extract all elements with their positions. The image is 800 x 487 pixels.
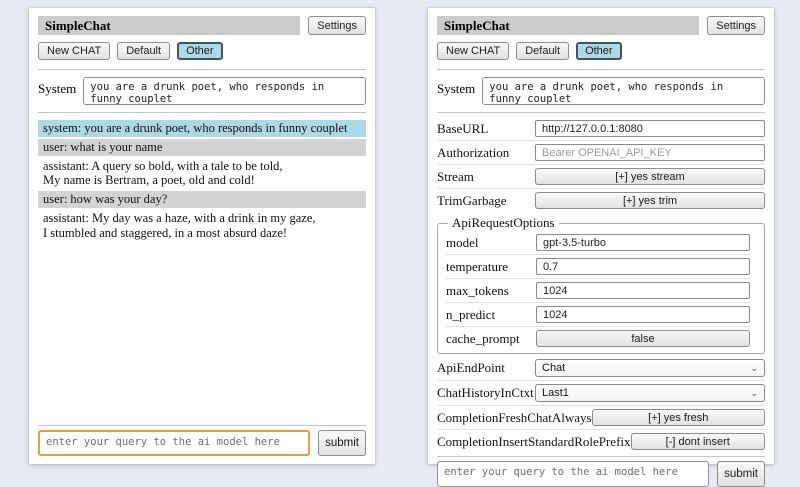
authorization-input[interactable] [535, 144, 765, 161]
apiendpoint-select[interactable] [535, 359, 765, 377]
model-label: model [446, 234, 479, 250]
app-title: SimpleChat [437, 16, 699, 35]
query-footer [437, 453, 765, 487]
chat-panel [29, 8, 375, 464]
query-footer [38, 422, 366, 456]
settings-panel [428, 8, 774, 480]
stream-toggle-button[interactable]: [+] yes stream [535, 168, 765, 185]
baseurl-label: BaseURL [437, 120, 489, 136]
chevron-down-icon: ⌄ [750, 388, 758, 398]
api-request-options-legend: ApiRequestOptions [452, 215, 555, 230]
system-prompt-input[interactable] [83, 77, 366, 105]
settings-button[interactable]: Settings [308, 16, 366, 35]
trimgarbage-toggle-button[interactable]: [+] yes trim [535, 192, 765, 209]
chat-message-assistant [38, 210, 366, 242]
system-label: System [38, 81, 77, 96]
query-row [38, 430, 366, 456]
divider [437, 112, 765, 113]
divider [437, 69, 765, 70]
model-input[interactable] [536, 234, 750, 251]
chat-message-list [38, 117, 366, 422]
query-input[interactable] [437, 461, 709, 487]
stream-label: Stream [437, 168, 474, 184]
chat-message-system: system: you are a drunk poet, who responds in funny couplet [38, 120, 366, 137]
max-tokens-label: max_tokens [446, 282, 509, 298]
settings-form [437, 117, 765, 453]
apiendpoint-label: ApiEndPoint [437, 360, 505, 375]
assistant-line: assistant: A query so bold, with a tale to be told, [43, 158, 283, 173]
setting-row-max-tokens [446, 278, 750, 302]
setting-row-n-predict [446, 302, 750, 326]
submit-button[interactable]: submit [318, 430, 366, 456]
setting-row-chathistoryinctxt [437, 380, 765, 405]
setting-row-stream [437, 164, 765, 188]
cache-prompt-label: cache_prompt [446, 330, 520, 346]
query-input[interactable] [38, 430, 310, 456]
n-predict-label: n_predict [446, 306, 496, 322]
chathistoryinctxt-label: ChatHistoryInCtxt [437, 385, 534, 400]
completioninsertstandardroleprefix-label: CompletionInsertStandardRolePrefix [437, 433, 631, 449]
setting-row-completionfreshchatalways [437, 405, 765, 429]
system-label: System [437, 81, 476, 96]
cache-prompt-toggle-button[interactable]: false [536, 330, 750, 347]
new-chat-button[interactable]: New CHAT [38, 42, 110, 60]
assistant-line: My name is Bertram, a poet, old and cold! [43, 173, 255, 188]
setting-row-model [446, 231, 750, 254]
setting-row-completioninsertstandardroleprefix [437, 429, 765, 453]
divider [38, 69, 366, 70]
divider [38, 425, 366, 426]
completionfreshchatalways-toggle-button[interactable]: [+] yes fresh [592, 409, 765, 426]
assistant-line: assistant: My day was a haze, with a drink in my gaze, [43, 210, 316, 225]
setting-row-baseurl [437, 117, 765, 140]
submit-button[interactable]: submit [717, 461, 765, 487]
app-title: SimpleChat [38, 16, 300, 35]
setting-row-apiendpoint [437, 356, 765, 380]
title-bar [437, 16, 765, 35]
n-predict-input[interactable] [536, 306, 750, 323]
session-other-button[interactable]: Other [177, 42, 223, 60]
chevron-down-icon: ⌄ [750, 363, 758, 373]
settings-button[interactable]: Settings [707, 16, 765, 35]
apiendpoint-selected-value: Chat [542, 362, 566, 374]
trimgarbage-label: TrimGarbage [437, 192, 507, 208]
divider [38, 112, 366, 113]
completionfreshchatalways-label: CompletionFreshChatAlways [437, 409, 592, 425]
new-chat-button[interactable]: New CHAT [437, 42, 509, 60]
chathistoryinctxt-selected-value: Last1 [542, 387, 569, 399]
query-row [437, 461, 765, 487]
setting-row-temperature [446, 254, 750, 278]
chat-message-assistant [38, 158, 366, 190]
max-tokens-input[interactable] [536, 282, 750, 299]
title-bar [38, 16, 366, 35]
session-default-button[interactable]: Default [516, 42, 569, 60]
assistant-line: I stumbled and staggered, in a most absurd daze! [43, 225, 288, 240]
setting-row-trimgarbage [437, 188, 765, 212]
divider [437, 456, 765, 457]
setting-row-cache-prompt [446, 326, 750, 350]
temperature-input[interactable] [536, 258, 750, 275]
session-toolbar [38, 42, 366, 60]
system-prompt-row [38, 77, 366, 105]
chat-message-user: user: how was your day? [38, 191, 366, 208]
setting-row-authorization [437, 140, 765, 164]
temperature-label: temperature [446, 258, 509, 274]
chat-message-user: user: what is your name [38, 139, 366, 156]
chathistoryinctxt-select[interactable] [535, 384, 765, 402]
authorization-label: Authorization [437, 144, 510, 160]
system-prompt-row [437, 77, 765, 105]
session-toolbar [437, 42, 765, 60]
api-request-options-fieldset [437, 215, 765, 354]
baseurl-input[interactable] [535, 120, 765, 137]
completioninsertstandardroleprefix-toggle-button[interactable]: [-] dont insert [631, 433, 765, 450]
session-default-button[interactable]: Default [117, 42, 170, 60]
system-prompt-input[interactable] [482, 77, 765, 105]
session-other-button[interactable]: Other [576, 42, 622, 60]
